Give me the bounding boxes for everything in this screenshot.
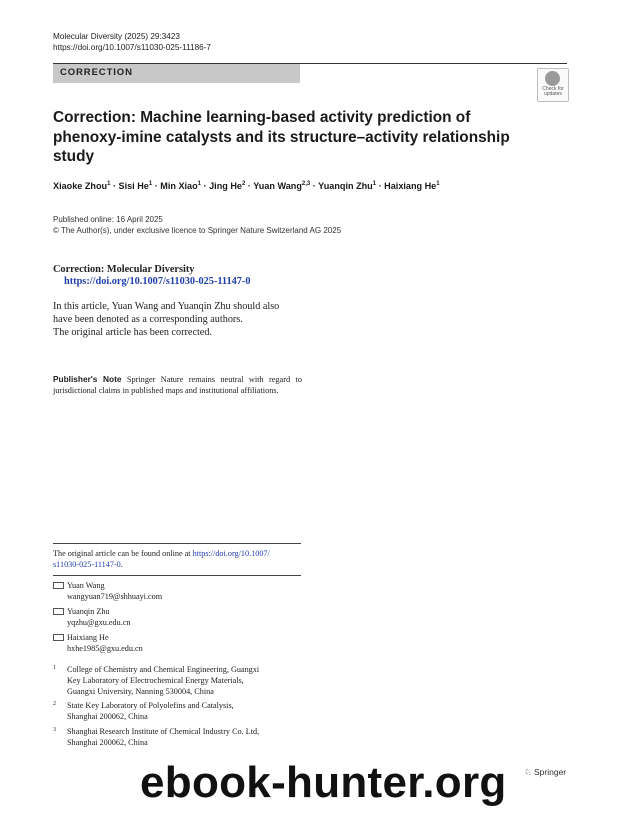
author-name[interactable]: Jing He	[209, 181, 242, 191]
author-affiliation-mark: 1	[372, 180, 377, 187]
author-affiliation-mark: 1	[436, 180, 440, 187]
envelope-icon	[53, 608, 64, 615]
body-line: The original article has been corrected.	[53, 327, 212, 339]
affiliation-number: 3	[53, 727, 56, 733]
envelope-icon	[53, 582, 64, 589]
check-updates-label: Check for updates	[542, 86, 564, 98]
affiliation-line: Shanghai 200062, China	[67, 712, 148, 721]
author-affiliation-mark: 1	[197, 180, 202, 187]
author-affiliation-mark: 1	[148, 180, 153, 187]
affiliation-line: Shanghai Research Institute of Chemical Industry Co. Ltd,	[67, 727, 260, 736]
affiliation-line: Shanghai 200062, China	[67, 738, 148, 747]
author-affiliation-mark: 1	[107, 180, 111, 187]
check-updates-icon	[545, 71, 560, 86]
springer-wordmark: Springer	[534, 767, 567, 777]
correction-heading: Correction: Molecular Diversity	[53, 264, 195, 275]
original-article-suffix: .	[120, 560, 123, 569]
author-affiliation-mark: 2	[241, 180, 246, 187]
watermark: ebook-hunter.org	[140, 758, 507, 807]
affiliation-number: 2	[53, 701, 56, 707]
correspondence-entry	[53, 606, 303, 627]
corresponding-author-name: Yuan Wang	[67, 581, 105, 590]
affiliation-line: State Key Laboratory of Polyolefins and Catalysis,	[67, 701, 234, 710]
publisher-note	[53, 374, 302, 396]
affiliation-number: 1	[53, 665, 56, 671]
springer-horse-icon: ♘	[524, 767, 532, 777]
article-doi[interactable]: https://doi.org/10.1007/s11030-025-11186-7	[53, 43, 211, 52]
journal-citation	[53, 31, 211, 53]
copyright-notice: © The Author(s), under exclusive licence to Springer Nature Switzerland AG 2025	[53, 226, 342, 235]
corresponding-author-email[interactable]: yqzhu@gxu.edu.cn	[67, 618, 131, 627]
journal-name-volume: Molecular Diversity (2025) 29:3423	[53, 32, 180, 41]
body-line: In this article, Yuan Wang and Yuanqin Zhu should also	[53, 301, 280, 312]
published-date: Published online: 16 April 2025	[53, 215, 163, 224]
article-type-label: CORRECTION	[60, 67, 133, 78]
publisher-note-text: Springer Nature remains neutral with regard to jurisdictional claims in published maps and institutional affiliations.	[53, 375, 302, 395]
author-name[interactable]: Sisi He	[118, 181, 149, 191]
correction-body	[53, 300, 302, 340]
original-article-note	[53, 548, 305, 570]
springer-logo	[524, 767, 566, 778]
affiliation-line: Guangxi University, Nanning 530004, China	[67, 687, 214, 696]
author-list: Xiaoke Zhou$^1$ · Sisi $He^1$ · Min Xiao$^1$ · Jing $He^2$ · Yuan Wang$^{2,3}$ · Yuanqin Zhu$^1$ · Haixiang He$^1$	[53, 180, 440, 191]
author-name[interactable]: Haixiang He	[384, 181, 437, 191]
affiliation-line: Key Laboratory of Electrochemical Energy Materials,	[67, 676, 244, 685]
original-article-link[interactable]: https://doi.org/10.1007/	[192, 549, 270, 558]
original-article-doi-link[interactable]: https://doi.org/10.1007/s11030-025-11147-0	[64, 276, 251, 287]
body-line: have been denoted as a corresponding authors.	[53, 314, 243, 326]
author-name[interactable]: Yuan Wang	[253, 181, 302, 191]
publication-info	[53, 214, 341, 236]
corresponding-author-email[interactable]: wangyuan719@shhuayi.com	[67, 592, 163, 601]
correspondence-entry	[53, 632, 303, 653]
author-affiliation-mark: 2,3	[301, 180, 311, 187]
affiliation-line: College of Chemistry and Chemical Engineering, Guangxi	[67, 665, 260, 674]
corresponding-author-name: Haixiang He	[67, 633, 109, 642]
author-name[interactable]: Yuanqin Zhu	[318, 181, 373, 191]
original-article-text: The original article can be found online at	[53, 549, 193, 558]
original-article-link-cont[interactable]: s11030-025-11147-0	[53, 560, 121, 569]
footnote-rule	[53, 575, 301, 576]
author-name[interactable]: Xiaoke Zhou	[53, 181, 108, 191]
corresponding-author-name: Yuanqin Zhu	[67, 607, 110, 616]
article-title: Correction: Machine learning-based activity prediction of phenoxy-imine catalysts and its structure–activity relationship study	[53, 109, 510, 165]
envelope-icon	[53, 634, 64, 641]
publisher-note-label: Publisher's Note	[53, 374, 122, 384]
footnote-rule	[53, 543, 301, 544]
author-name[interactable]: Min Xiao	[160, 181, 198, 191]
correspondence-entry	[53, 580, 303, 601]
corresponding-author-email[interactable]: hxhe1985@gxu.edu.cn	[67, 644, 143, 653]
